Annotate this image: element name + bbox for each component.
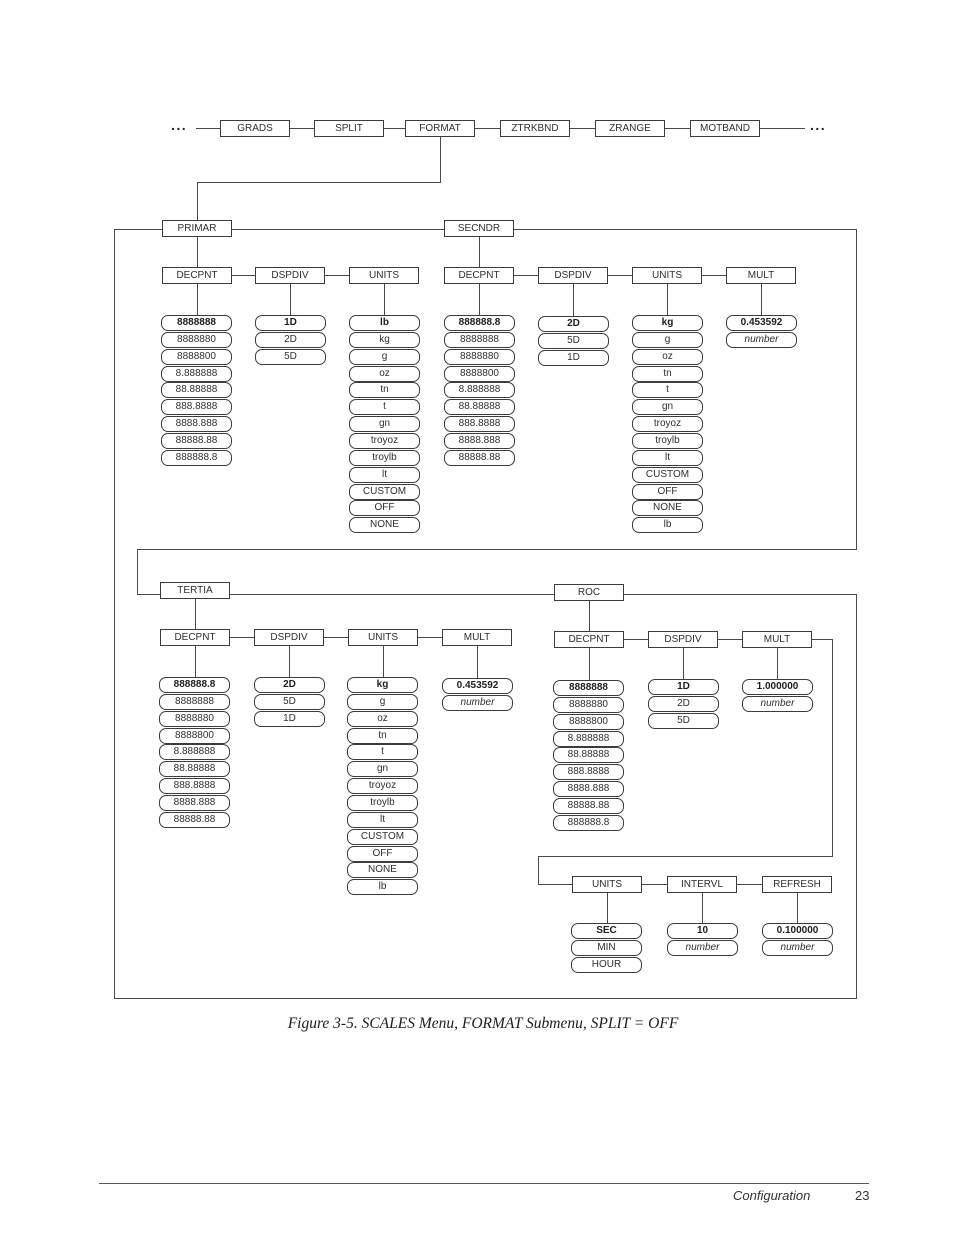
option-tertia-mult-number: number xyxy=(442,695,513,711)
option-secndr-dspdiv-1d: 1D xyxy=(538,350,609,366)
option-primar-dspdiv-1d: 1D xyxy=(255,315,326,331)
param-tertia-decpnt: DECPNT xyxy=(160,629,230,646)
param-tertia-mult: MULT xyxy=(442,629,512,646)
option-tertia-units-tn: tn xyxy=(347,728,418,744)
figure-caption: Figure 3-5. SCALES Menu, FORMAT Submenu, SPLIT = OFF xyxy=(287,1015,679,1032)
option-tertia-dspdiv-5d: 5D xyxy=(254,694,325,710)
option-primar-decpnt-8888880: 8888880 xyxy=(161,332,232,348)
option-primar-units-custom: CUSTOM xyxy=(349,484,420,500)
menu-ztrkbnd: ZTRKBND xyxy=(500,120,570,137)
option-secndr-units-custom: CUSTOM xyxy=(632,467,703,483)
option-tertia-units-custom: CUSTOM xyxy=(347,829,418,845)
menu-ellipsis-left: ... xyxy=(171,117,188,133)
option-secndr-units-t: t xyxy=(632,382,703,398)
option-tertia-decpnt-8888880: 8888880 xyxy=(159,711,230,727)
option-primar-decpnt-88-88888: 88.88888 xyxy=(161,382,232,398)
option-tertia-decpnt-888888-8: 888888.8 xyxy=(159,677,230,693)
connector-format-drop xyxy=(198,137,441,220)
connector-tertia xyxy=(196,599,478,678)
option-secndr-decpnt-88888-88: 88888.88 xyxy=(444,450,515,466)
option-secndr-decpnt-8888-888: 8888.888 xyxy=(444,433,515,449)
param-primar-units: UNITS xyxy=(349,267,419,284)
option-tertia-mult-0-453592: 0.453592 xyxy=(442,678,513,694)
option-tertia-decpnt-88-88888: 88.88888 xyxy=(159,761,230,777)
option-roc-decpnt-888-8888: 888.8888 xyxy=(553,764,624,780)
option-secndr-units-troyoz: troyoz xyxy=(632,416,703,432)
option-roc-units-hour: HOUR xyxy=(571,957,642,973)
menu-grads: GRADS xyxy=(220,120,290,137)
menu-motband: MOTBAND xyxy=(690,120,760,137)
param-secndr-mult: MULT xyxy=(726,267,796,284)
option-primar-units-troylb: troylb xyxy=(349,450,420,466)
option-secndr-units-troylb: troylb xyxy=(632,433,703,449)
option-secndr-mult-number: number xyxy=(726,332,797,348)
option-primar-decpnt-888888-8: 888888.8 xyxy=(161,450,232,466)
option-primar-units-troyoz: troyoz xyxy=(349,433,420,449)
param-roc-units: UNITS xyxy=(572,876,642,893)
option-roc-decpnt-8888-888: 8888.888 xyxy=(553,781,624,797)
option-secndr-units-tn: tn xyxy=(632,366,703,382)
submenu-primar: PRIMAR xyxy=(162,220,232,237)
option-tertia-units-off: OFF xyxy=(347,846,418,862)
option-tertia-dspdiv-1d: 1D xyxy=(254,711,325,727)
option-roc-decpnt-8888880: 8888880 xyxy=(553,697,624,713)
param-roc-refresh: REFRESH xyxy=(762,876,832,893)
option-primar-dspdiv-2d: 2D xyxy=(255,332,326,348)
option-roc-mult-number: number xyxy=(742,696,813,712)
param-roc-mult: MULT xyxy=(742,631,812,648)
param-secndr-dspdiv: DSPDIV xyxy=(538,267,608,284)
option-primar-units-oz: oz xyxy=(349,366,420,382)
option-roc-units-sec: SEC xyxy=(571,923,642,939)
option-primar-units-gn: gn xyxy=(349,416,420,432)
option-secndr-units-lb: lb xyxy=(632,517,703,533)
param-secndr-units: UNITS xyxy=(632,267,702,284)
option-secndr-units-off: OFF xyxy=(632,484,703,500)
option-roc-decpnt-8888800: 8888800 xyxy=(553,714,624,730)
submenu-secndr: SECNDR xyxy=(444,220,514,237)
param-primar-decpnt: DECPNT xyxy=(162,267,232,284)
option-primar-decpnt-888-8888: 888.8888 xyxy=(161,399,232,415)
option-roc-dspdiv-2d: 2D xyxy=(648,696,719,712)
option-primar-units-off: OFF xyxy=(349,500,420,516)
option-tertia-decpnt-8-888888: 8.888888 xyxy=(159,744,230,760)
option-secndr-mult-0-453592: 0.453592 xyxy=(726,315,797,331)
option-primar-decpnt-8888800: 8888800 xyxy=(161,349,232,365)
option-tertia-units-t: t xyxy=(347,744,418,760)
option-primar-units-lb: lb xyxy=(349,315,420,331)
option-primar-units-tn: tn xyxy=(349,382,420,398)
option-secndr-units-oz: oz xyxy=(632,349,703,365)
option-tertia-decpnt-88888-88: 88888.88 xyxy=(159,812,230,828)
option-secndr-decpnt-88-88888: 88.88888 xyxy=(444,399,515,415)
option-tertia-units-g: g xyxy=(347,694,418,710)
option-primar-decpnt-8-888888: 8.888888 xyxy=(161,366,232,382)
submenu-roc: ROC xyxy=(554,584,624,601)
option-tertia-units-gn: gn xyxy=(347,761,418,777)
option-tertia-decpnt-8888888: 8888888 xyxy=(159,694,230,710)
option-tertia-decpnt-8888800: 8888800 xyxy=(159,728,230,744)
option-tertia-units-oz: oz xyxy=(347,711,418,727)
param-roc-intervl: INTERVL xyxy=(667,876,737,893)
option-secndr-dspdiv-2d: 2D xyxy=(538,316,609,332)
menu-format: FORMAT xyxy=(405,120,475,137)
menu-split: SPLIT xyxy=(314,120,384,137)
option-roc-intervl-10: 10 xyxy=(667,923,738,939)
param-tertia-dspdiv: DSPDIV xyxy=(254,629,324,646)
option-roc-intervl-number: number xyxy=(667,940,738,956)
option-secndr-units-lt: lt xyxy=(632,450,703,466)
option-primar-units-lt: lt xyxy=(349,467,420,483)
option-primar-dspdiv-5d: 5D xyxy=(255,349,326,365)
option-tertia-units-kg: kg xyxy=(347,677,418,693)
option-roc-refresh-0-100000: 0.100000 xyxy=(762,923,833,939)
option-roc-decpnt-888888-8: 888888.8 xyxy=(553,815,624,831)
option-primar-decpnt-8888888: 8888888 xyxy=(161,315,232,331)
option-tertia-units-troyoz: troyoz xyxy=(347,778,418,794)
submenu-tertia: TERTIA xyxy=(160,582,230,599)
option-roc-decpnt-88-88888: 88.88888 xyxy=(553,747,624,763)
option-roc-dspdiv-1d: 1D xyxy=(648,679,719,695)
option-secndr-decpnt-888-8888: 888.8888 xyxy=(444,416,515,432)
option-primar-units-t: t xyxy=(349,399,420,415)
option-roc-decpnt-8-888888: 8.888888 xyxy=(553,731,624,747)
option-secndr-decpnt-8-888888: 8.888888 xyxy=(444,382,515,398)
option-tertia-units-troylb: troylb xyxy=(347,795,418,811)
footer-rule xyxy=(99,1183,869,1184)
option-secndr-units-g: g xyxy=(632,332,703,348)
option-roc-units-min: MIN xyxy=(571,940,642,956)
option-tertia-decpnt-888-8888: 888.8888 xyxy=(159,778,230,794)
option-tertia-dspdiv-2d: 2D xyxy=(254,677,325,693)
param-tertia-units: UNITS xyxy=(348,629,418,646)
option-tertia-units-none: NONE xyxy=(347,862,418,878)
option-secndr-units-none: NONE xyxy=(632,500,703,516)
option-roc-decpnt-88888-88: 88888.88 xyxy=(553,798,624,814)
param-primar-dspdiv: DSPDIV xyxy=(255,267,325,284)
menu-ellipsis-right: ... xyxy=(810,117,827,133)
option-secndr-decpnt-888888-8: 888888.8 xyxy=(444,315,515,331)
option-primar-units-kg: kg xyxy=(349,332,420,348)
option-tertia-decpnt-8888-888: 8888.888 xyxy=(159,795,230,811)
option-primar-units-none: NONE xyxy=(349,517,420,533)
footer-page-number: 23 xyxy=(855,1188,870,1203)
option-roc-decpnt-8888888: 8888888 xyxy=(553,680,624,696)
param-roc-decpnt: DECPNT xyxy=(554,631,624,648)
option-secndr-decpnt-8888880: 8888880 xyxy=(444,349,515,365)
option-primar-decpnt-8888-888: 8888.888 xyxy=(161,416,232,432)
option-secndr-dspdiv-5d: 5D xyxy=(538,333,609,349)
option-primar-decpnt-88888-88: 88888.88 xyxy=(161,433,232,449)
option-tertia-units-lb: lb xyxy=(347,879,418,895)
option-roc-dspdiv-5d: 5D xyxy=(648,713,719,729)
option-secndr-units-gn: gn xyxy=(632,399,703,415)
option-secndr-units-kg: kg xyxy=(632,315,703,331)
param-secndr-decpnt: DECPNT xyxy=(444,267,514,284)
menu-zrange: ZRANGE xyxy=(595,120,665,137)
option-primar-units-g: g xyxy=(349,349,420,365)
option-secndr-decpnt-8888888: 8888888 xyxy=(444,332,515,348)
param-roc-dspdiv: DSPDIV xyxy=(648,631,718,648)
footer-section-title: Configuration xyxy=(733,1188,811,1203)
connector-secndr xyxy=(480,237,762,316)
option-roc-refresh-number: number xyxy=(762,940,833,956)
option-roc-mult-1-000000: 1.000000 xyxy=(742,679,813,695)
option-secndr-decpnt-8888800: 8888800 xyxy=(444,366,515,382)
option-tertia-units-lt: lt xyxy=(347,812,418,828)
